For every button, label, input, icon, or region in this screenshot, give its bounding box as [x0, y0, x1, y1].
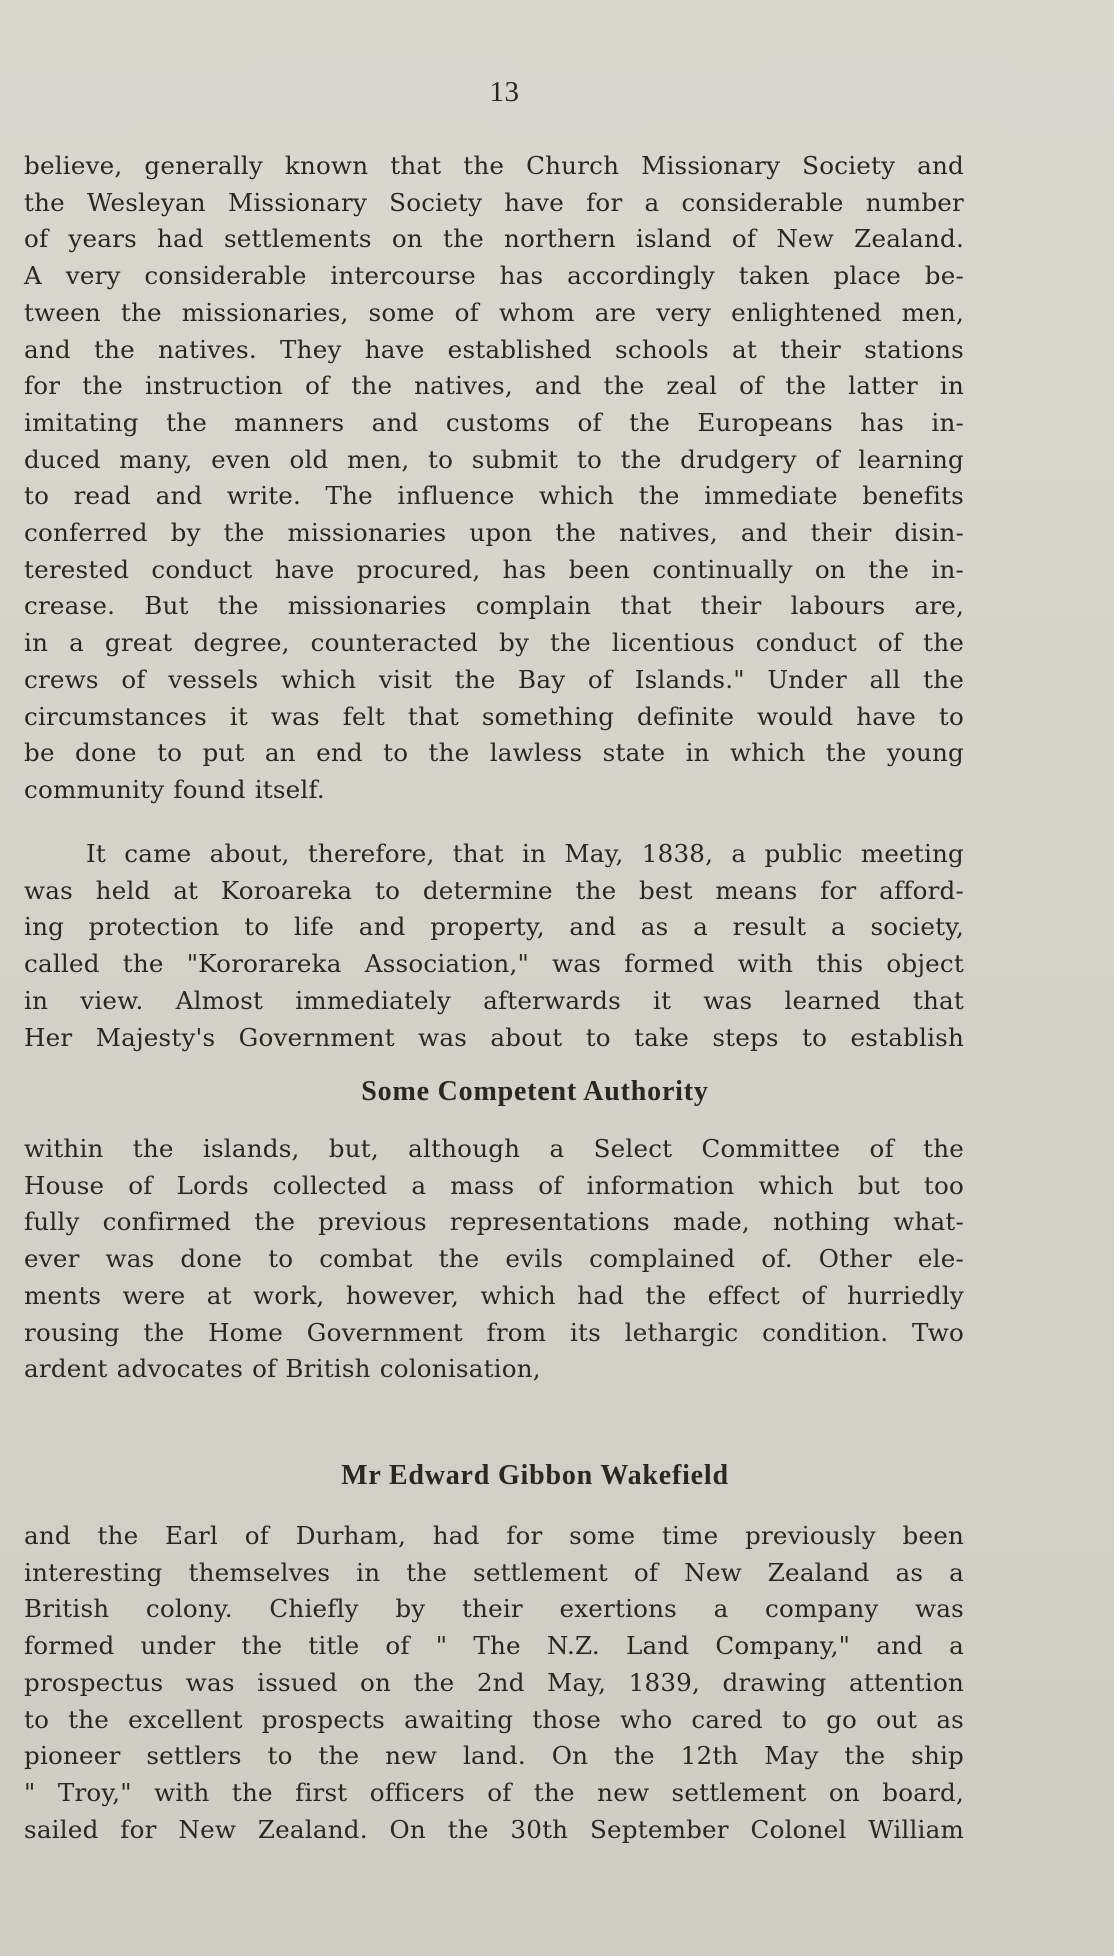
paragraph-select-committee	[24, 1131, 964, 1388]
text-line: ments were at work, however, which had the effect of hurriedly	[24, 1280, 964, 1310]
text-line: " Troy," with the first officers of the new settlement on board,	[24, 1777, 964, 1807]
text-line: duced many, even old men, to submit to the drudgery of learning	[24, 444, 964, 474]
text-line: ever was done to combat the evils complained of. Other ele-	[24, 1244, 964, 1274]
text-line: ing protection to life and property, and as a result a society,	[24, 912, 964, 942]
text-line: called the "Kororareka Association," was formed with this object	[24, 949, 964, 979]
text-line: It came about, therefore, that in May, 1838, a public meeting	[86, 839, 964, 868]
text-line: imitating the manners and customs of the Europeans has in-	[24, 407, 964, 437]
text-line: conferred by the missionaries upon the natives, and their disin-	[24, 518, 964, 548]
text-line: was held at Koroareka to determine the best means for afford-	[24, 875, 964, 905]
page-number: 13	[489, 76, 520, 108]
text-line: crews of vessels which visit the Bay of Islands." Under all the	[24, 664, 964, 694]
paragraph-kororareka	[24, 836, 964, 1056]
text-line: to read and write. The influence which the immediate benefits	[24, 481, 964, 511]
text-line: ardent advocates of British colonisation,	[24, 1354, 541, 1384]
text-line: formed under the title of " The N.Z. Land Company," and a	[24, 1631, 964, 1661]
text-line: tween the missionaries, some of whom are very enlightened men,	[24, 297, 964, 327]
paragraph-missionaries	[24, 148, 964, 809]
text-line: in view. Almost immediately afterwards it was learned that	[24, 985, 964, 1015]
text-line: of years had settlements on the northern island of New Zealand.	[24, 224, 964, 254]
text-line: crease. But the missionaries complain that their labours are,	[24, 591, 964, 621]
section-heading: Some Competent Authority	[361, 1076, 709, 1107]
text-line: circumstances it was felt that something definite would have to	[24, 701, 964, 731]
text-line: community found itself.	[24, 774, 325, 804]
text-line: interesting themselves in the settlement of New Zealand as a	[24, 1557, 964, 1587]
text-line: fully confirmed the previous representations made, nothing what-	[24, 1207, 964, 1237]
text-line: prospectus was issued on the 2nd May, 1839, drawing attention	[24, 1667, 964, 1697]
text-line: sailed for New Zealand. On the 30th September Colonel William	[24, 1814, 964, 1844]
paragraph-land-company	[24, 1518, 964, 1848]
text-line: and the natives. They have established schools at their stations	[24, 334, 964, 364]
text-line: and the Earl of Durham, had for some time previously been	[24, 1521, 964, 1550]
text-line: within the islands, but, although a Select Committee of the	[24, 1134, 964, 1163]
text-line: British colony. Chiefly by their exertions a company was	[24, 1594, 964, 1624]
text-line: in a great degree, counteracted by the licentious conduct of the	[24, 628, 964, 658]
text-line: Her Majesty's Government was about to take steps to establish	[24, 1022, 964, 1052]
text-line: for the instruction of the natives, and the zeal of the latter in	[24, 371, 964, 401]
text-line: to the excellent prospects awaiting those who cared to go out as	[24, 1704, 964, 1734]
text-line: the Wesleyan Missionary Society have for a considerable number	[24, 187, 964, 217]
text-line: House of Lords collected a mass of information which but too	[24, 1170, 964, 1200]
text-line: be done to put an end to the lawless state in which the young	[24, 738, 964, 768]
text-line: pioneer settlers to the new land. On the 12th May the ship	[24, 1741, 964, 1771]
text-line: A very considerable intercourse has accordingly taken place be-	[24, 261, 964, 291]
text-line: believe, generally known that the Church Missionary Society and	[24, 151, 964, 180]
text-line: terested conduct have procured, has been continually on the in-	[24, 554, 964, 584]
text-line: rousing the Home Government from its lethargic condition. Two	[24, 1317, 964, 1347]
section-heading: Mr Edward Gibbon Wakefield	[341, 1460, 729, 1491]
